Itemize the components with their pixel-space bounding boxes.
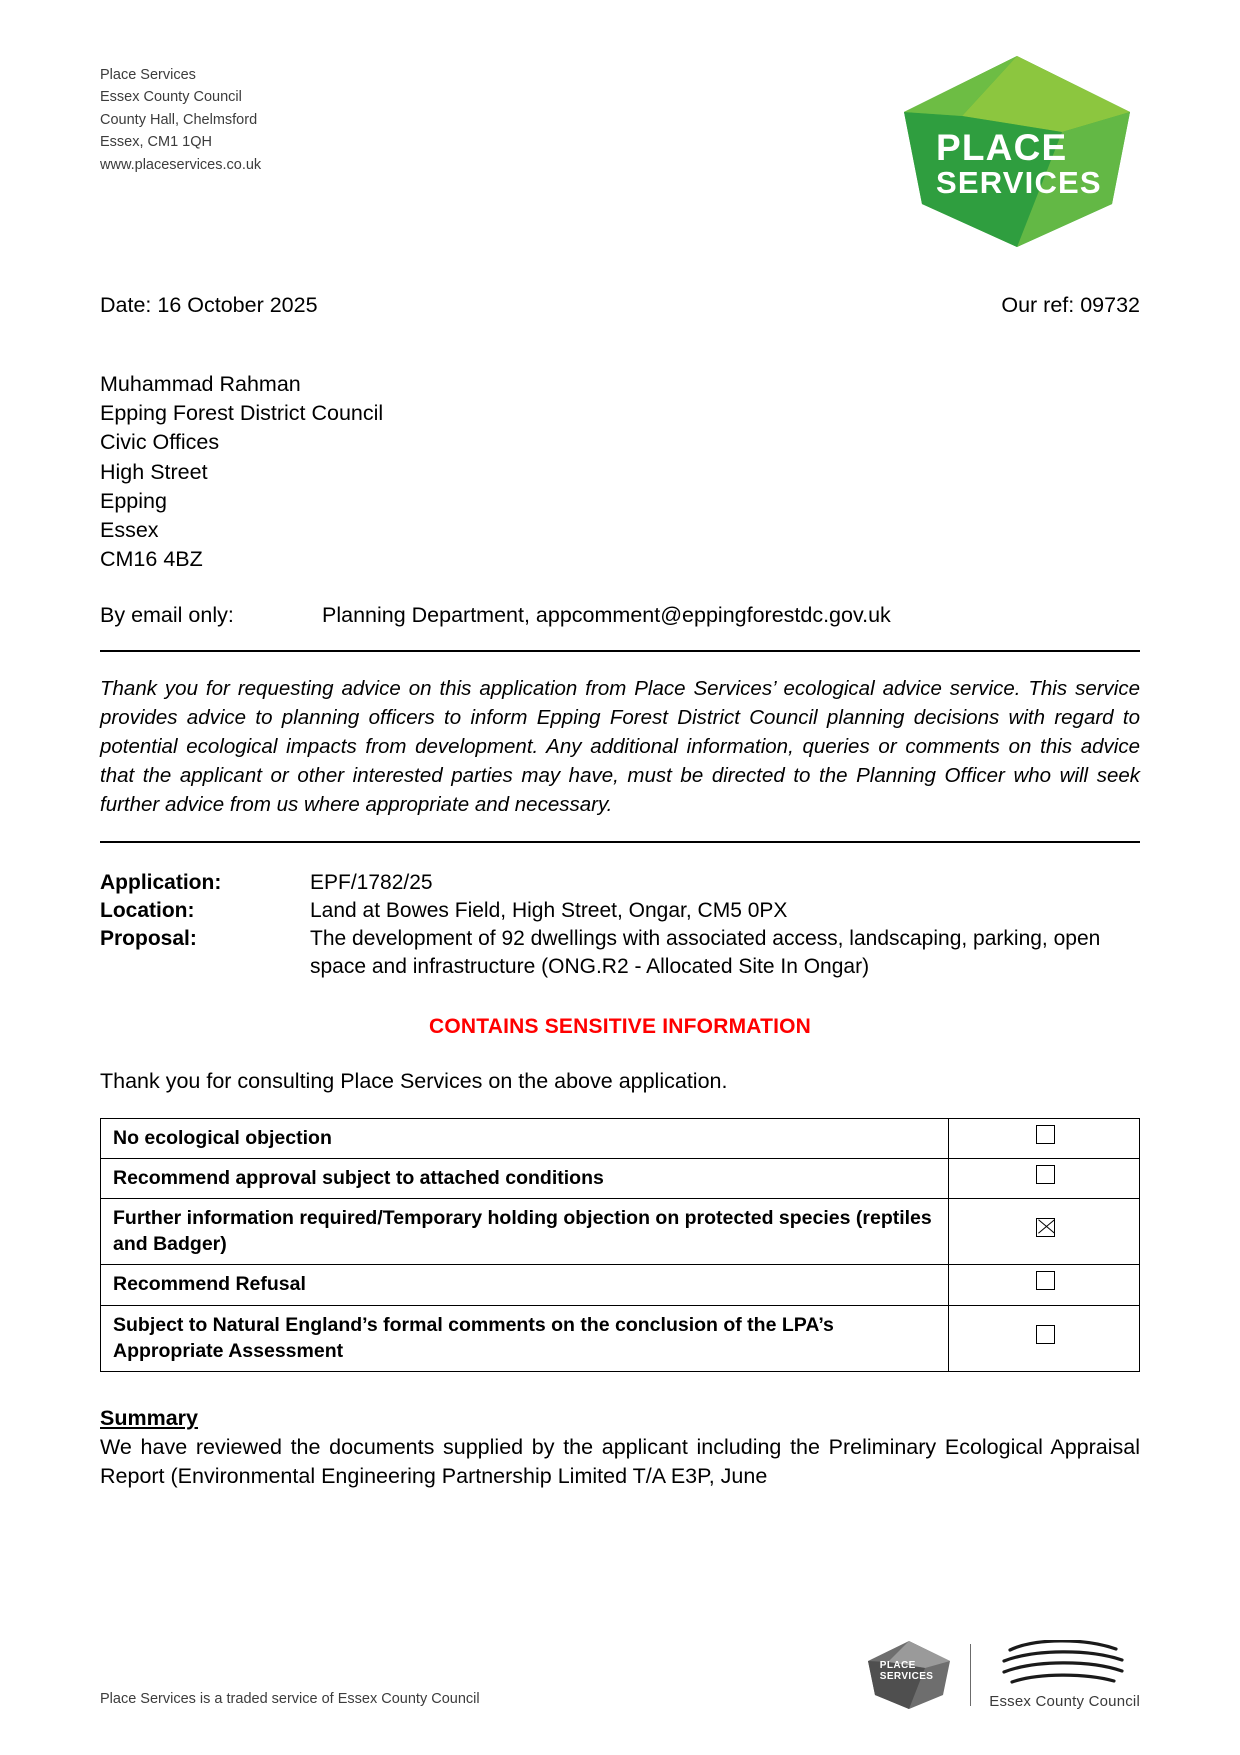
date-reference-row bbox=[100, 293, 1140, 318]
checkbox-approval-conditions[interactable] bbox=[1036, 1165, 1055, 1184]
footer-logo-line-1: PLACE bbox=[879, 1660, 916, 1671]
footer-note: Place Services is a traded service of Essex County Council bbox=[100, 1691, 480, 1707]
sender-address-block bbox=[100, 54, 261, 176]
summary-paragraph: We have reviewed the documents supplied by the applicant including the Preliminary Ecological Appraisal Report (Environmental Engineering Partnership Limited T/A E3P, June bbox=[100, 1434, 1140, 1488]
recipient-address-block bbox=[100, 370, 1140, 575]
location-value: Land at Bowes Field, High Street, Ongar, CM5 0PX bbox=[310, 899, 788, 923]
location-row bbox=[100, 897, 1140, 925]
intro-paragraph: Thank you for requesting advice on this application from Place Services’ ecological advice service. This service provides advice to planning officers to inform Epping Forest District Council planning decisions with regard to potential ecological impacts from development. Any additional information, queries or comments on this advice that the applicant or other interested parties may have, must be directed to the Planning Officer who will seek further advice from us where appropriate and necessary. bbox=[100, 676, 1140, 817]
recipient-line: Essex bbox=[100, 518, 159, 543]
divider-bottom bbox=[100, 841, 1140, 843]
checkbox-recommend-refusal[interactable] bbox=[1036, 1271, 1055, 1290]
application-details bbox=[100, 869, 1140, 981]
sensitive-information-notice: CONTAINS SENSITIVE INFORMATION bbox=[428, 1014, 812, 1038]
option-checkbox-cell[interactable] bbox=[949, 1265, 1140, 1305]
footer-divider bbox=[970, 1644, 972, 1706]
option-label: Further information required/Temporary holding objection on protected species (reptiles and Badger) bbox=[101, 1199, 949, 1265]
logo-line-2: SERVICES bbox=[936, 164, 1102, 200]
sender-line: County Hall, Chelmsford bbox=[100, 111, 258, 128]
table-row bbox=[101, 1305, 1140, 1371]
place-services-logo bbox=[902, 54, 1132, 249]
by-email-label: By email only: bbox=[100, 602, 234, 627]
proposal-row bbox=[100, 925, 1140, 981]
option-label: Recommend approval subject to attached conditions bbox=[101, 1159, 949, 1199]
by-email-value: Planning Department, appcomment@eppingforestdc.gov.uk bbox=[322, 602, 891, 627]
recipient-name: Muhammad Rahman bbox=[100, 372, 301, 396]
sender-line: Essex, CM1 1QH bbox=[100, 134, 212, 151]
sender-line: Essex County Council bbox=[100, 89, 242, 106]
recipient-line: Epping bbox=[100, 488, 167, 513]
application-label: Application: bbox=[100, 871, 222, 895]
application-row bbox=[100, 869, 1140, 897]
recipient-line: High Street bbox=[100, 459, 208, 484]
recipient-line: Civic Offices bbox=[100, 430, 220, 455]
waves-icon bbox=[990, 1640, 1140, 1686]
footer-logos bbox=[866, 1639, 1140, 1711]
recommendation-options-table bbox=[100, 1118, 1140, 1372]
option-checkbox-cell[interactable] bbox=[949, 1159, 1140, 1199]
proposal-value: The development of 92 dwellings with associated access, landscaping, parking, open space and infrastructure (ONG.R2 - Allocated Site In Ongar) bbox=[310, 927, 1101, 978]
option-label: Subject to Natural England’s formal comments on the conclusion of the LPA’s Appropriate Assessment bbox=[101, 1305, 949, 1371]
place-services-footer-logo bbox=[866, 1639, 952, 1711]
table-row bbox=[101, 1199, 1140, 1265]
consultation-thanks-line: Thank you for consulting Place Services on the above application. bbox=[100, 1068, 728, 1093]
footer-logo-wordmark bbox=[880, 1661, 934, 1682]
logo-line-1: PLACE bbox=[936, 127, 1068, 168]
table-row bbox=[101, 1265, 1140, 1305]
ecc-name-label: Essex County Council bbox=[989, 1693, 1140, 1710]
option-label: Recommend Refusal bbox=[101, 1265, 949, 1305]
proposal-label: Proposal: bbox=[100, 927, 197, 951]
option-checkbox-cell[interactable] bbox=[949, 1118, 1140, 1158]
sender-website: www.placeservices.co.uk bbox=[100, 156, 262, 173]
table-row bbox=[101, 1118, 1140, 1158]
option-label: No ecological objection bbox=[101, 1118, 949, 1158]
our-reference: Our ref: 09732 bbox=[1001, 293, 1140, 317]
option-checkbox-cell[interactable] bbox=[949, 1305, 1140, 1371]
location-label: Location: bbox=[100, 899, 195, 923]
option-checkbox-cell[interactable] bbox=[949, 1199, 1140, 1265]
checkbox-no-objection[interactable] bbox=[1036, 1125, 1055, 1144]
recipient-org: Epping Forest District Council bbox=[100, 401, 384, 426]
page-footer bbox=[100, 1639, 1140, 1711]
summary-heading: Summary bbox=[100, 1405, 198, 1430]
logo-wordmark bbox=[936, 129, 1102, 198]
footer-logo-line-2: SERVICES bbox=[879, 1670, 934, 1682]
recipient-postcode: CM16 4BZ bbox=[100, 547, 203, 572]
table-row bbox=[101, 1159, 1140, 1199]
letter-date: Date: 16 October 2025 bbox=[100, 293, 318, 317]
sender-line: Place Services bbox=[100, 67, 196, 83]
checkbox-natural-england[interactable] bbox=[1036, 1325, 1055, 1344]
letterhead bbox=[100, 54, 1140, 249]
by-email-row bbox=[100, 603, 1140, 628]
essex-county-council-logo bbox=[989, 1640, 1140, 1710]
application-value: EPF/1782/25 bbox=[310, 871, 433, 895]
divider-top bbox=[100, 650, 1140, 652]
checkbox-further-information[interactable] bbox=[1036, 1218, 1055, 1237]
